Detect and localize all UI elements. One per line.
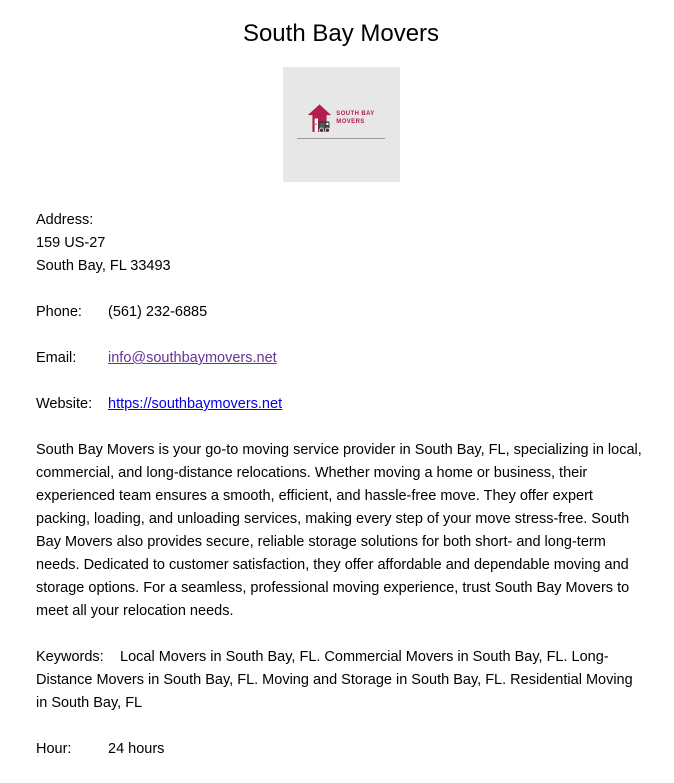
keywords-value: Local Movers in South Bay, FL. Commercial Movers in South Bay, FL. Long-Distance Movers in South Bay, FL. Moving and Storage in South Bay, FL. Residential Moving in South Bay, FL	[36, 649, 633, 711]
page-title: South Bay Movers	[242, 20, 440, 47]
email-link[interactable]: info@southbaymovers.net	[108, 350, 277, 366]
website-row	[36, 393, 646, 416]
phone-value: (561) 232-6885	[108, 304, 208, 320]
email-label: Email:	[36, 350, 77, 366]
logo-brand-line1: SOUTH BAY	[336, 111, 375, 117]
hours-label: Hour:	[36, 741, 72, 757]
keywords-label: Keywords:	[36, 649, 104, 665]
logo-divider	[297, 138, 385, 139]
hours-value: 24 hours	[108, 741, 165, 757]
address-line2: South Bay, FL 33493	[36, 258, 171, 274]
address-line1: 159 US-27	[36, 235, 106, 251]
logo-inner	[297, 103, 385, 139]
logo-brand-line2: MOVERS	[336, 119, 365, 125]
logo	[283, 67, 400, 182]
document	[0, 20, 674, 761]
address-block	[36, 209, 646, 278]
phone-label: Phone:	[36, 304, 82, 320]
logo-brand-text	[336, 110, 374, 126]
address-label: Address:	[36, 212, 94, 228]
phone-row	[36, 301, 646, 324]
business-description: South Bay Movers is your go-to moving service provider in South Bay, FL, specializing in local, commercial, and long-distance relocations. Whether moving a home or business, their experienced team ensures a smooth, efficient, and hassle-free move. They offer expert packing, loading, and unloading services, making every step of your move stress-free. South Bay Movers also provides secure, reliable storage solutions for both short- and long-term needs. Dedicated to customer satisfaction, they offer affordable and dependable moving and storage options. For a seamless, professional moving experience, trust South Bay Movers to meet all your relocation needs.	[36, 442, 642, 619]
hours-row	[36, 738, 646, 761]
house-truck-icon	[307, 103, 332, 134]
website-label: Website:	[36, 396, 93, 412]
email-row	[36, 347, 646, 370]
website-link[interactable]: https://southbaymovers.net	[108, 396, 283, 412]
logo-row	[307, 103, 374, 134]
keywords-block	[36, 646, 646, 715]
